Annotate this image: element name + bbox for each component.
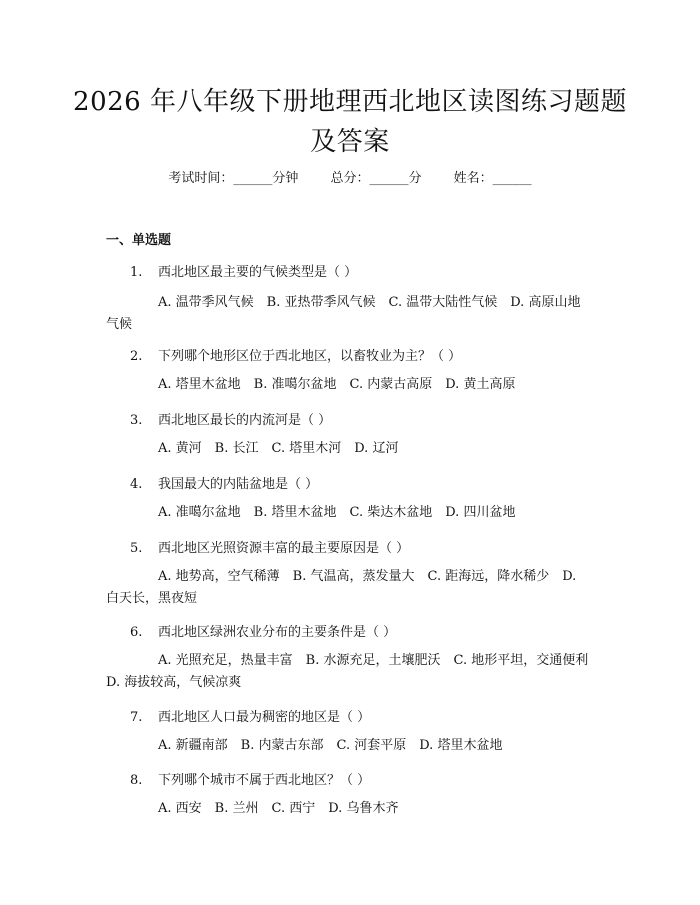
question-7-options: A. 新疆南部 B. 内蒙古东部 C. 河套平原 D. 塔里木盆地 — [158, 738, 503, 753]
question-3 — [130, 409, 331, 428]
question-6-options: A. 光照充足，热量丰富 B. 水源充足，土壤肥沃 C. 地形平坦，交通便利 D. 海拔较高，气候凉爽 — [106, 653, 602, 690]
question-3-options: A. 黄河 B. 长江 C. 塔里木河 D. 辽河 — [158, 441, 399, 456]
question-5-options: A. 地势高，空气稀薄 B. 气温高，蒸发量大 C. 距海远，降水稀少 D. 白天长，黑夜短 — [106, 569, 577, 606]
question-4 — [130, 473, 318, 492]
question-2 — [130, 345, 461, 364]
question-text: 西北地区人口最为稠密的地区是（ ） — [158, 710, 371, 725]
question-text: 西北地区最长的内流河是（ ） — [158, 413, 332, 428]
question-8 — [130, 769, 370, 788]
question-text: 下列哪个城市不属于西北地区？（ ） — [158, 773, 371, 788]
document-title: 2026 年八年级下册地理西北地区读图练习题题及答案 — [73, 87, 627, 157]
question-text: 西北地区最主要的气候类型是（ ） — [158, 265, 358, 280]
question-number: 3. — [130, 413, 143, 428]
question-number: 4. — [130, 477, 143, 492]
section-title: 一、单选题 — [106, 233, 172, 248]
question-number: 5. — [130, 541, 143, 556]
question-5 — [130, 537, 409, 556]
question-2-options: A. 塔里木盆地 B. 准噶尔盆地 C. 内蒙古高原 D. 黄土高原 — [158, 377, 516, 392]
question-number: 7. — [130, 710, 143, 725]
question-8-options: A. 西安 B. 兰州 C. 西宁 D. 乌鲁木齐 — [158, 801, 399, 816]
question-7 — [130, 706, 370, 725]
question-number: 1. — [130, 265, 143, 280]
question-text: 我国最大的内陆盆地是（ ） — [158, 477, 319, 492]
question-4-options: A. 准噶尔盆地 B. 塔里木盆地 C. 柴达木盆地 D. 四川盆地 — [158, 505, 516, 520]
student-name: 姓名：______ — [453, 171, 532, 186]
question-1 — [130, 261, 357, 280]
total-score: 总分：______分 — [330, 171, 422, 186]
question-text: 下列哪个地形区位于西北地区，以畜牧业为主？（ ） — [158, 349, 462, 364]
question-number: 6. — [130, 625, 143, 640]
exam-meta — [0, 167, 700, 186]
exam-time: 考试时间：______分钟 — [168, 171, 299, 186]
question-text: 西北地区光照资源丰富的最主要原因是（ ） — [158, 541, 410, 556]
question-1-options: A. 温带季风气候 B. 亚热带季风气候 C. 温带大陆性气候 D. 高原山地气候 — [106, 295, 581, 332]
question-6 — [130, 621, 396, 640]
question-number: 2. — [130, 349, 143, 364]
question-number: 8. — [130, 773, 143, 788]
question-text: 西北地区绿洲农业分布的主要条件是（ ） — [158, 625, 397, 640]
